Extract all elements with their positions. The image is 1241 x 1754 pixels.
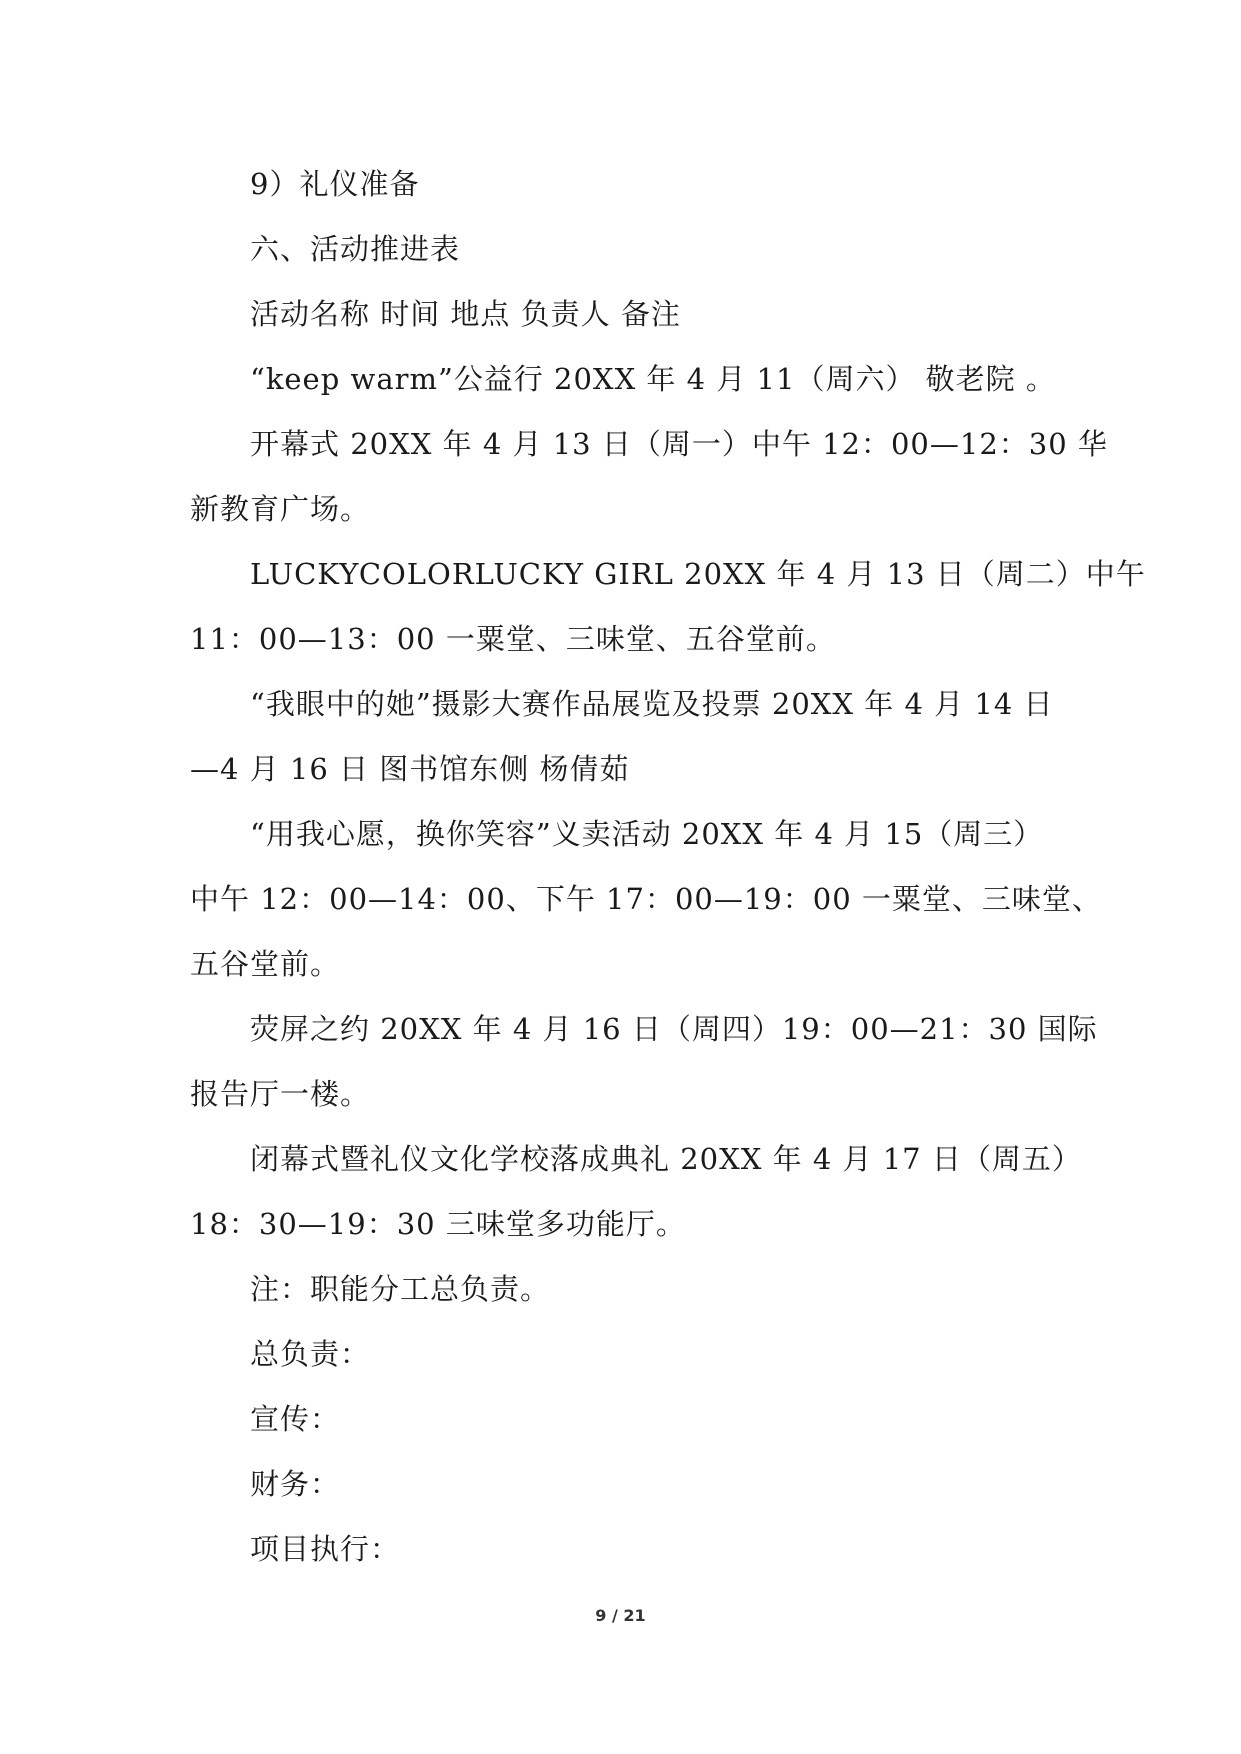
- text-line: 闭幕式暨礼仪文化学校落成典礼 20XX 年 4 月 17 日（周五）: [250, 1142, 1082, 1176]
- text-line: 18：30—19：30 三味堂多功能厅。: [190, 1207, 686, 1241]
- section-heading: 六、活动推进表: [250, 232, 461, 266]
- text-line: “我眼中的她”摄影大赛作品展览及投票 20XX 年 4 月 14 日: [250, 687, 1054, 721]
- text-line: 荧屏之约 20XX 年 4 月 16 日（周四）19：00—21：30 国际: [250, 1012, 1098, 1046]
- text-line: 9）礼仪准备: [250, 167, 420, 201]
- role-line: 宣传：: [250, 1402, 341, 1436]
- page-number: 9 / 21: [595, 1606, 646, 1625]
- role-line: 财务：: [250, 1467, 341, 1501]
- text-line: —4 月 16 日 图书馆东侧 杨倩茹: [190, 752, 630, 786]
- table-header-line: 活动名称 时间 地点 负责人 备注: [250, 297, 681, 331]
- text-line: LUCKYCOLORLUCKY GIRL 20XX 年 4 月 13 日（周二）中午: [250, 557, 1146, 591]
- text-line: 五谷堂前。: [190, 947, 341, 981]
- note-line: 注：职能分工总负责。: [250, 1272, 551, 1306]
- role-line: 总负责：: [250, 1337, 371, 1371]
- text-line: “用我心愿，换你笑容”义卖活动 20XX 年 4 月 15（周三）: [250, 817, 1044, 851]
- role-line: 项目执行：: [250, 1532, 401, 1566]
- text-line: 11：00—13：00 一粟堂、三味堂、五谷堂前。: [190, 622, 836, 656]
- text-line: 报告厅一楼。: [190, 1077, 371, 1111]
- text-line: “keep warm”公益行 20XX 年 4 月 11（周六） 敬老院 。: [250, 362, 1056, 396]
- text-line: 新教育广场。: [190, 492, 371, 526]
- text-line: 中午 12：00—14：00、下午 17：00—19：00 一粟堂、三味堂、: [190, 882, 1102, 916]
- text-line: 开幕式 20XX 年 4 月 13 日（周一）中午 12：00—12：30 华: [250, 427, 1108, 461]
